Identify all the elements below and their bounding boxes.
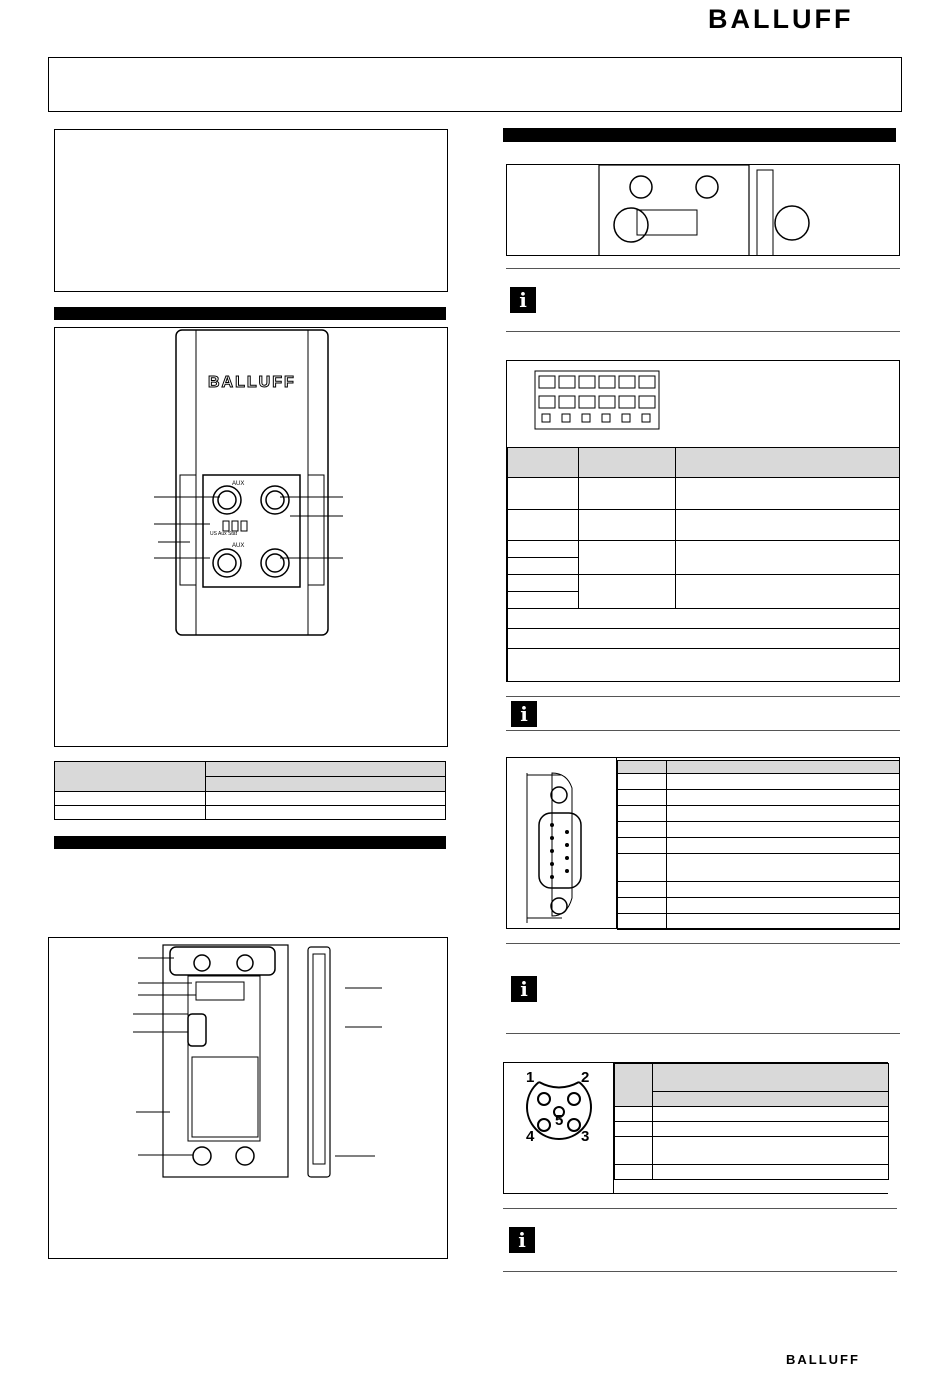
figure-box-switch-location	[506, 164, 900, 256]
dsub-connector-drawing	[507, 758, 617, 928]
header-logo: BALLUFF	[708, 4, 854, 34]
note-rule-3-bottom	[506, 1033, 900, 1034]
pin-label-3: 3	[581, 1128, 590, 1145]
info-icon: i	[509, 1227, 535, 1253]
m12-pinout-table	[614, 1063, 889, 1180]
m12-pinout-box	[503, 1062, 888, 1194]
note-rule-4-top	[503, 1208, 897, 1209]
title-box	[48, 57, 902, 112]
port-tag-aux-2: AUX	[232, 543, 245, 549]
section-bar-2	[54, 836, 446, 849]
description-box	[54, 129, 448, 292]
dip-switch-drawing	[527, 366, 667, 436]
device-interface-drawing	[130, 942, 385, 1182]
info-icon: i	[511, 701, 537, 727]
footer-logo: BALLUFF	[786, 1352, 860, 1367]
specs-table	[54, 761, 446, 820]
callout-lines-figure-1	[150, 490, 350, 565]
note-rule-3-top	[506, 943, 900, 944]
dsub-pinout-table	[617, 760, 900, 930]
pin-label-2: 2	[581, 1069, 590, 1086]
info-icon: i	[510, 287, 536, 313]
pin-label-5: 5	[555, 1112, 564, 1129]
note-rule-4-bottom	[503, 1271, 897, 1272]
section-bar-1	[54, 307, 446, 320]
dsub-pinout-box	[506, 757, 900, 929]
led-labels: US Aux Stat	[210, 531, 237, 537]
device-front-view-drawing	[140, 325, 355, 645]
pin-label-4: 4	[526, 1128, 535, 1145]
info-icon: i	[511, 976, 537, 1002]
port-tag-aux-1: AUX	[232, 481, 245, 487]
note-rule-1-top	[506, 268, 900, 269]
switch-location-drawing	[507, 165, 900, 256]
note-rule-2-top	[506, 696, 900, 697]
device-logo: BALLUFF	[208, 374, 296, 391]
switch-settings-table	[507, 447, 900, 682]
pin-label-1: 1	[526, 1069, 535, 1086]
note-rule-1-bottom	[506, 331, 900, 332]
note-rule-2-bottom	[506, 730, 900, 731]
section-bar-3	[503, 128, 896, 142]
switch-settings-box	[506, 360, 900, 682]
